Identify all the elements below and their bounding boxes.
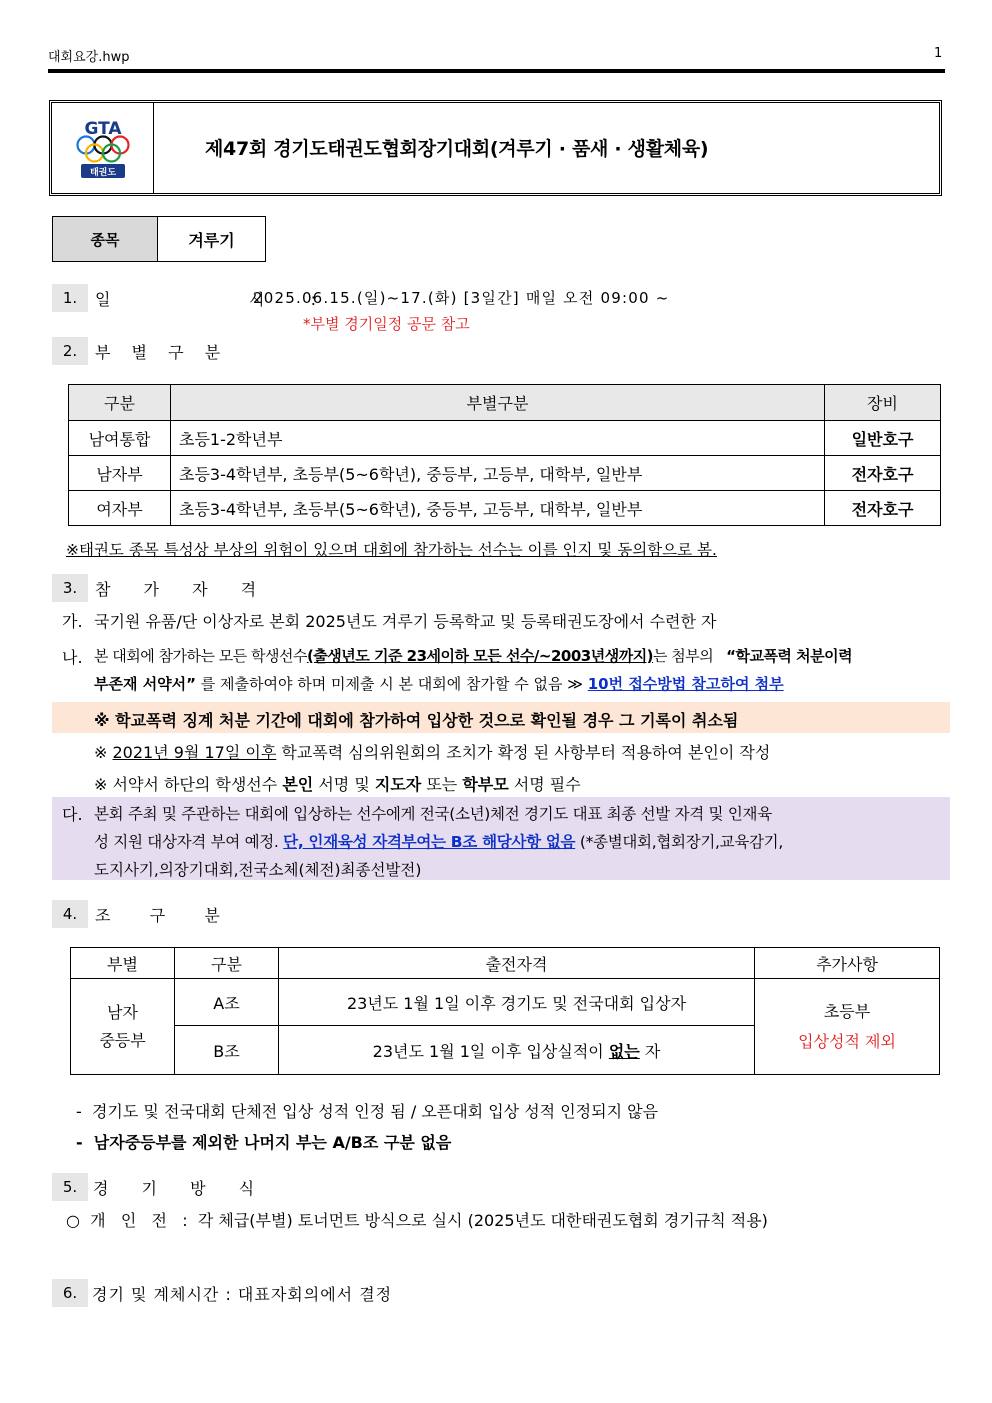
- table-row: [69, 421, 941, 456]
- table-cell: 전자호구: [825, 491, 941, 526]
- section-3-title: 참 가 자 격: [95, 580, 271, 599]
- note-text: ※ 서약서 하단의 학생선수: [94, 775, 283, 794]
- qualification-text: 23년도 1월 1일 이후 입상실적이: [372, 1041, 609, 1061]
- group-cell: A조: [175, 979, 279, 1026]
- section-6-number: 6.: [52, 1279, 88, 1307]
- item-na-age-rule: (출생년도 기준 23세이하 모든 선수/~2003년생까지): [306, 647, 654, 665]
- section-2-title: 부 별 구 분: [95, 343, 229, 362]
- division-line: 중등부: [99, 1030, 146, 1050]
- b-group-exclusion: 단, 인재육성 자격부여는 B조 해당사항 없음: [283, 833, 576, 851]
- section-4-title: 조 구 분: [95, 906, 226, 925]
- svg-text:태권도: 태권도: [89, 168, 117, 178]
- group-table: [70, 947, 940, 1075]
- pledge-title: 부존재 서약서”: [94, 675, 197, 693]
- group-cell: B조: [175, 1026, 279, 1075]
- table-header: 추가사항: [755, 948, 940, 979]
- group-note-1: - 경기도 및 전국대회 단체전 입상 성적 인정 됨 / 오픈대회 입상 성적 인정되지 않음: [76, 1102, 659, 1121]
- event-tab-label: 종목: [53, 217, 158, 261]
- table-cell: 초등3-4학년부, 초등부(5~6학년), 중등부, 고등부, 대학부, 일반부: [171, 491, 825, 526]
- section-2-number: 2.: [52, 337, 88, 365]
- qualification-emphasis: 없는: [608, 1041, 640, 1061]
- see-section-10-link[interactable]: 10번 접수방법 참고하여 첨부: [587, 675, 784, 693]
- extra-cell: [755, 979, 940, 1075]
- note-effective-date: [94, 740, 770, 763]
- item-da-text: (*종별대회,협회장기,교육감기,: [575, 833, 783, 851]
- qualification-text: 자: [639, 1041, 661, 1061]
- item-da-line3: 도지사기,의장기대회,전국소체(체전)최종선발전): [94, 861, 422, 879]
- qualification-cell: [279, 1026, 755, 1075]
- table-row: [69, 491, 941, 526]
- note-text: 서명 및: [313, 775, 375, 794]
- svg-text:GTA: GTA: [84, 119, 122, 139]
- section-1-label: 일 시 :: [95, 290, 316, 309]
- section-4-number: 4.: [52, 900, 88, 928]
- logo-cell: [52, 103, 154, 193]
- item-da-text: 성 지원 대상자격 부여 예정.: [94, 833, 284, 851]
- event-tab-value: 겨루기: [188, 230, 235, 250]
- table-cell: 전자호구: [825, 456, 941, 491]
- item-ga-mark: 가.: [62, 612, 83, 631]
- item-na-mark: 나.: [62, 648, 83, 667]
- division-cell: [71, 979, 175, 1075]
- document-title: 제47회 경기도태권도협회장기대회(겨루기 · 품새 · 생활체육): [205, 138, 709, 160]
- file-name: 대회요강.hwp: [48, 50, 130, 65]
- effective-date: 2021년 9월 17일 이후: [112, 743, 277, 762]
- section-5-title: 경 기 방 식: [93, 1179, 269, 1198]
- extra-line: 초등부: [823, 1001, 871, 1021]
- division-line: 남자: [107, 1002, 138, 1022]
- table-row: [71, 979, 940, 1026]
- note-bold: 학부모: [462, 775, 509, 794]
- table-header-row: [71, 948, 940, 979]
- table-header: 부별: [71, 948, 175, 979]
- section-5-number: 5.: [52, 1173, 88, 1201]
- table-cell: 여자부: [69, 491, 171, 526]
- event-date: 2025.06.15.(일)~17.(화) [3일간] 매일 오전 09:00 ~: [253, 289, 670, 307]
- item-da-line2: [94, 830, 783, 852]
- item-da-line1: 본회 주최 및 주관하는 대회에 입상하는 선수에게 전국(소년)체전 경기도 대표 최종 선발 자격 및 인재육: [94, 805, 772, 823]
- extra-line-red: 입상성적 제외: [798, 1031, 896, 1051]
- item-na-text: 본 대회에 참가하는 모든 학생선수: [94, 647, 307, 665]
- group-note-2: - 남자중등부를 제외한 나머지 부는 A/B조 구분 없음: [76, 1133, 452, 1152]
- qualification-cell: 23년도 1월 1일 이후 경기도 및 전국대회 입상자: [279, 979, 755, 1026]
- table-cell: 일반호구: [825, 421, 941, 456]
- table-cell: 초등3-4학년부, 초등부(5~6학년), 중등부, 고등부, 대학부, 일반부: [171, 456, 825, 491]
- table-row: [69, 456, 941, 491]
- schedule-note: *부별 경기일정 공문 참고: [303, 315, 470, 333]
- table-header: 구분: [175, 948, 279, 979]
- event-tab: [52, 216, 266, 262]
- match-method-line: ○ 개 인 전 : 각 체급(부별) 토너먼트 방식으로 실시 (2025년도 대한태권도협회 경기규칙 적용): [66, 1211, 768, 1230]
- table-header-row: [69, 385, 941, 421]
- table-cell: 남여통합: [69, 421, 171, 456]
- injury-note: ※태권도 종목 특성상 부상의 위험이 있으며 대회에 참가하는 선수는 이를 인지 및 동의함으로 봄.: [66, 541, 717, 559]
- section-3-number: 3.: [52, 574, 88, 602]
- table-header: 구분: [69, 385, 171, 421]
- item-na-line2: [94, 673, 784, 694]
- note-text: 또는: [421, 775, 463, 794]
- note-bold: 지도자: [374, 775, 422, 794]
- item-na-text: 를 제출하여야 하며 미제출 시 본 대회에 참가할 수 없음 ≫: [196, 675, 588, 693]
- header-rule: [48, 69, 945, 73]
- note-text: 서명 필수: [508, 775, 581, 794]
- section-6-text: 경기 및 계체시간 : 대표자회의에서 결정: [92, 1285, 393, 1304]
- note-mark: ※: [94, 743, 113, 762]
- note-text: 학교폭력 심의위원회의 조치가 확정 된 사항부터 적용하여 본인이 작성: [276, 743, 771, 762]
- gta-olympic-logo-icon: [52, 103, 154, 193]
- item-na-line1: [94, 645, 852, 666]
- item-da-mark: 다.: [62, 805, 83, 824]
- table-cell: 남자부: [69, 456, 171, 491]
- pledge-title: “학교폭력 처분이력: [726, 647, 853, 665]
- section-1-number: 1.: [52, 284, 88, 312]
- note-cancel-record: ※ 학교폭력 징계 처분 기간에 대회에 참가하여 입상한 것으로 확인될 경우 그 기록이 취소됨: [94, 711, 739, 730]
- table-header: 출전자격: [279, 948, 755, 979]
- division-table: [68, 384, 941, 526]
- note-signature: [94, 772, 581, 795]
- table-cell: 초등1-2학년부: [171, 421, 825, 456]
- item-na-text: 는 첨부의: [653, 647, 714, 665]
- page-number: 1: [934, 46, 943, 61]
- table-header: 부별구분: [171, 385, 825, 421]
- table-header: 장비: [825, 385, 941, 421]
- item-ga-text: 국기원 유품/단 이상자로 본회 2025년도 겨루기 등록학교 및 등록태권도장에서 수련한 자: [94, 612, 717, 631]
- note-bold: 본인: [282, 775, 314, 794]
